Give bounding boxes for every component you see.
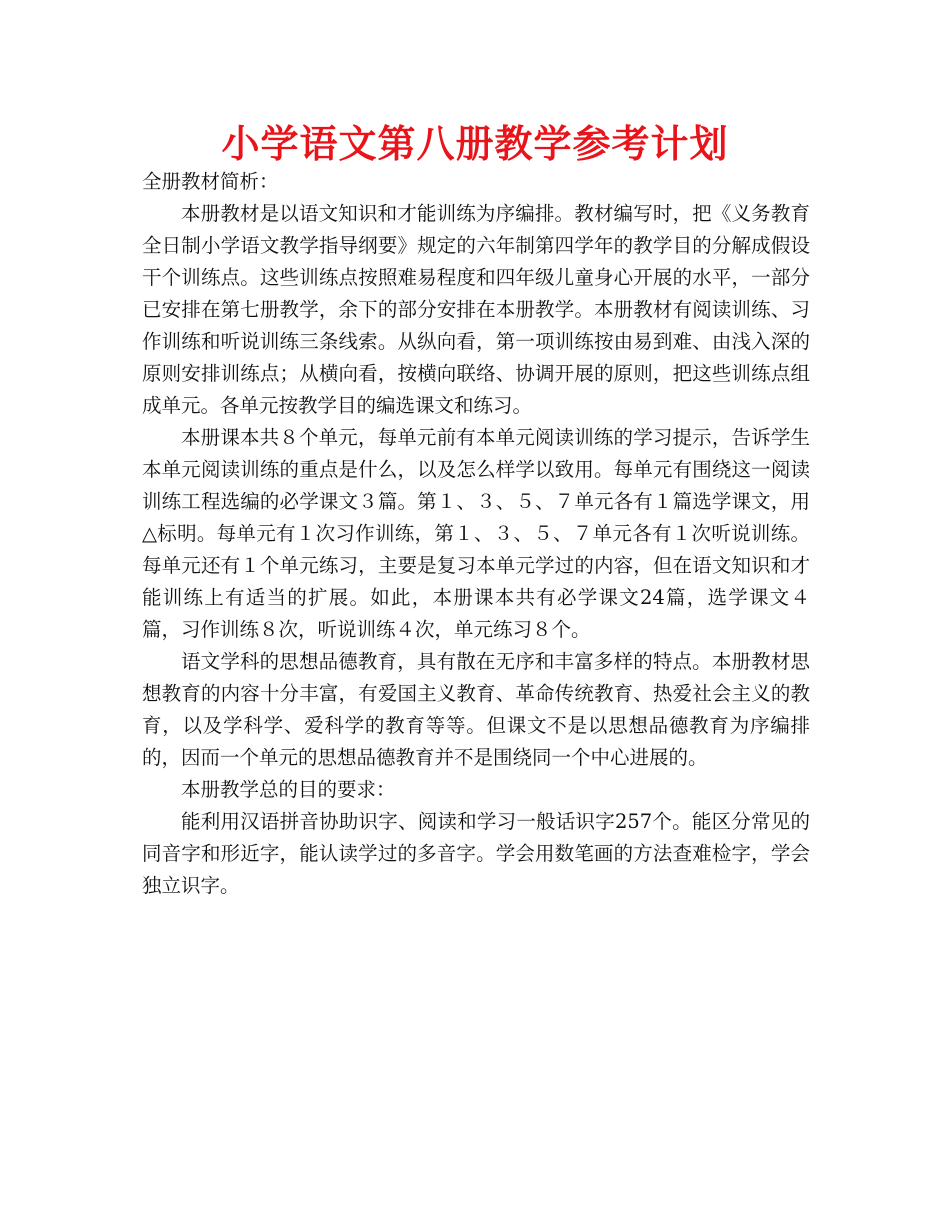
subheading: 本册教学总的目的要求： xyxy=(181,778,396,801)
document-title: 小学语文第八册教学参考计划 xyxy=(221,122,729,166)
paragraph: 能利用汉语拼音协助识字、阅读和学习一般话识字257个。能区分常见的同音字和形近字，能认读学过的多音字。学会用数笔画的方法查难检字，学会独立识字。 xyxy=(142,810,810,897)
section-heading: 全册教材简析： xyxy=(142,170,279,193)
paragraph: 语文学科的思想品德教育，具有散在无序和丰富多样的特点。本册教材思想教育的内容十分丰富，有爱国主义教育、革命传统教育、热爱社会主义的教育，以及学科学、爱科学的教育等等。但课文不是以思想品德教育为序编排的，因而一个单元的思想品德教育并不是围绕同一个中心进展的。 xyxy=(142,650,810,769)
document-body xyxy=(142,198,810,902)
paragraph: 本册课本共８个单元，每单元前有本单元阅读训练的学习提示，告诉学生本单元阅读训练的重点是什么，以及怎么样学以致用。每单元有围绕这一阅读训练工程选编的必学课文３篇。第１、３、５、７单元各有１篇选学课文，用△标明。每单元有１次习作训练，第１、３、５、７单元各有１次听说训练。每单元还有１个单元练习，主要是复习本单元学过的内容，但在语文知识和才能训练上有适当的扩展。如此，本册课本共有必学课文24篇，选学课文４篇，习作训练８次，听说训练４次，单元练习８个。 xyxy=(142,426,810,641)
paragraph: 本册教材是以语文知识和才能训练为序编排。教材编写时，把《义务教育全日制小学语文教学指导纲要》规定的六年制第四学年的教学目的分解成假设干个训练点。这些训练点按照难易程度和四年级儿童身心开展的水平，一部分已安排在第七册教学，余下的部分安排在本册教学。本册教材有阅读训练、习作训练和听说训练三条线索。从纵向看，第一项训练按由易到难、由浅入深的原则安排训练点；从横向看，按横向联络、协调开展的原则，把这些训练点组成单元。各单元按教学目的编选课文和练习。 xyxy=(142,202,810,417)
